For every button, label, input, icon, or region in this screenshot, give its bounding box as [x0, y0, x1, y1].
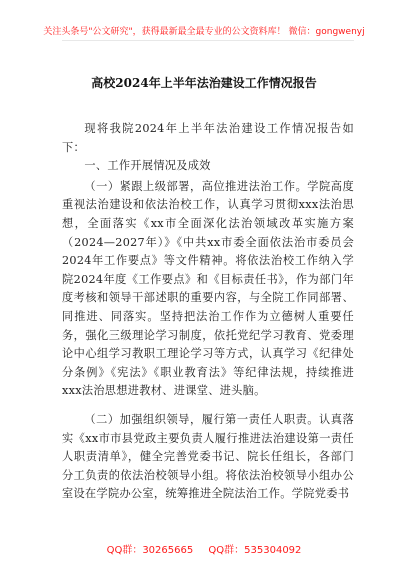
header-banner: 关注头条号"公文研究"，获得最新最全最专业的公文资料库！ 微信：gongwenyj	[43, 27, 365, 37]
document-body	[62, 120, 354, 504]
document-title: 高校2024年上半年法治建设工作情况报告	[91, 76, 317, 90]
body-paragraph-2: （二）加强组织领导，履行第一责任人职责。认真落实《xx市市县党政主要负责人履行推进法治建设第一责任人职责清单》，健全完善党委书记、院长任组长，各部门分工负责的依法治校领导小组。将依法治校领导小组办公室设在学院办公室，统筹推进全院法治工作。学院党委书	[62, 412, 354, 501]
footer-qq-group-2: QQ群：535304092	[208, 545, 302, 556]
intro-paragraph: 现将我院2024年上半年法治建设工作情况报告如下：	[62, 122, 354, 154]
section-heading: 一、工作开展情况及成效	[84, 159, 211, 173]
header-divider	[62, 40, 354, 41]
footer-qq-group-1: QQ群：30265665	[106, 545, 194, 556]
footer-contacts	[0, 541, 408, 556]
body-paragraph-1: （一）紧跟上级部署，高位推进法治工作。学院高度重视法治建设和依法治校工作，认真学习贯彻xxx法治思想，全面落实《xx市全面深化法治领域改革实施方案（2024—2027年）》《中共xx市委全面依法治市委员会2024年工作要点》等文件精神。将依法治校工作纳入学院2024年度《工作要点》和《目标责任书》，作为部门年度考核和领导干部述职的重要内容，与全院工作同部署、同推进、同落实。坚持把法治工作作为立德树人重要任务，强化三级理论学习制度，依托党纪学习教育、党委理论中心组学习教职工理论学习等方式，认真学习《纪律处分条例》《宪法》《职业教育法》等纪律法规，持续推进xxx法治思想进教材、进课堂、进头脑。	[62, 179, 354, 398]
